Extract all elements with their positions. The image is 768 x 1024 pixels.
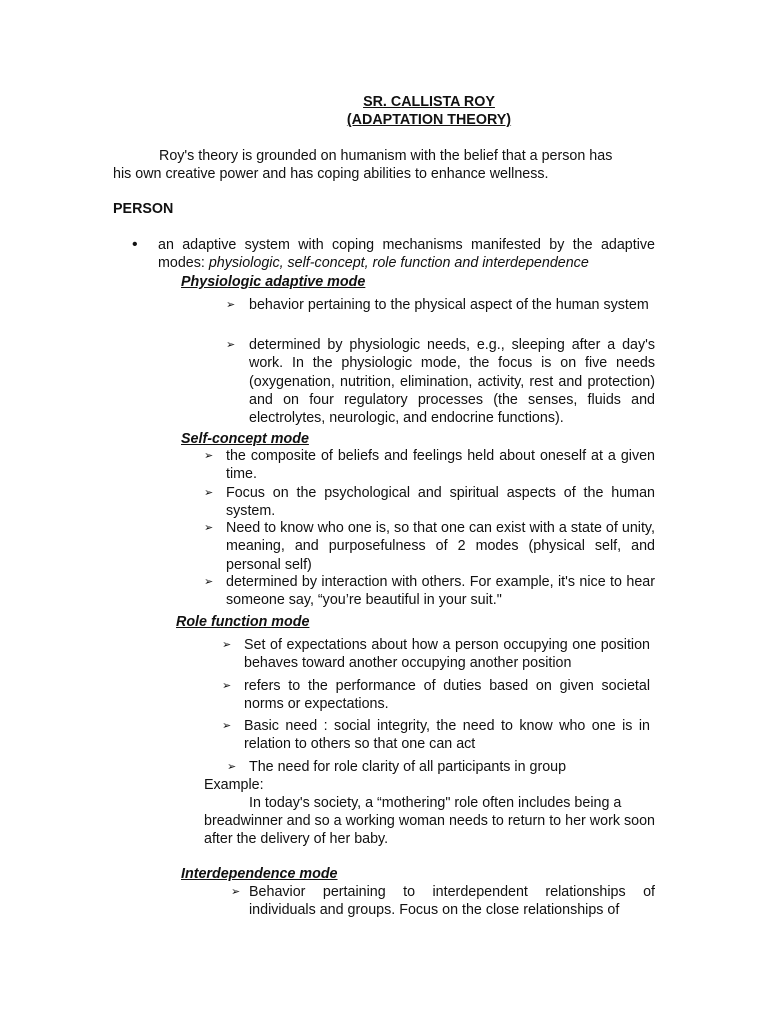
example-label: Example: (204, 777, 264, 793)
interdependence-mode-heading: Interdependence mode (181, 866, 338, 882)
physiologic-item: determined by physiologic needs, e.g., sleeping after a day's work. In the physiologic mode, the focus is on five needs (oxygenation, nutrition, elimination, activity, rest and protection) and on four regulatory processes (the senses, fluids and electrolytes, neurologic, and endocrine functions). (249, 337, 655, 427)
arrow-bullet-icon: ➢ (222, 720, 232, 732)
example-first-line: In today's society, a “mothering" role often includes being a (249, 795, 622, 811)
person-bullet-modes: physiologic, self-concept, role function and interdependence (208, 255, 589, 272)
physiologic-mode-heading: Physiologic adaptive mode (181, 274, 366, 290)
arrow-bullet-icon: ➢ (204, 450, 214, 462)
role-function-item: refers to the performance of duties based on given societal norms or expectations. (244, 678, 650, 713)
intro-first-line: Roy's theory is grounded on humanism with the belief that a person has (159, 148, 613, 164)
physiologic-item: behavior pertaining to the physical aspect of the human system (249, 297, 649, 313)
self-concept-item: the composite of beliefs and feelings held about oneself at a given time. (226, 448, 655, 483)
arrow-bullet-icon: ➢ (222, 639, 232, 651)
person-bullet-text: an adaptive system with coping mechanisms manifested by the adaptive modes: (158, 237, 655, 272)
bullet-dot-icon: • (132, 236, 138, 253)
arrow-bullet-icon: ➢ (222, 680, 232, 692)
arrow-bullet-icon: ➢ (226, 299, 236, 311)
arrow-bullet-icon: ➢ (204, 487, 214, 499)
document-title-line-2: (ADAPTATION THEORY) (346, 112, 512, 128)
example-rest: breadwinner and so a working woman needs to return to her work soon after the delivery of her baby. (204, 813, 655, 847)
self-concept-mode-heading: Self-concept mode (181, 431, 309, 447)
role-function-mode-heading: Role function mode (176, 614, 310, 630)
document-title-line-1: SR. CALLISTA ROY (363, 94, 495, 110)
self-concept-item: Need to know who one is, so that one can exist with a state of unity, meaning, and purposefulness of 2 modes (physical self, and personal self) (226, 520, 655, 573)
role-function-item: Set of expectations about how a person occupying one position behaves toward another occupying another position (244, 637, 650, 672)
arrow-bullet-icon: ➢ (227, 761, 237, 773)
self-concept-item: Focus on the psychological and spiritual aspects of the human system. (226, 485, 655, 520)
person-bullet (158, 236, 655, 273)
role-function-item: The need for role clarity of all participants in group (249, 759, 567, 775)
self-concept-item: determined by interaction with others. For example, it's nice to hear someone say, “you’re beautiful in your suit." (226, 574, 655, 609)
person-heading: PERSON (113, 201, 174, 217)
arrow-bullet-icon: ➢ (231, 886, 241, 898)
role-function-item: Basic need : social integrity, the need to know who one is in relation to others so that one can act (244, 718, 650, 753)
intro-second-line: his own creative power and has coping abilities to enhance wellness. (113, 166, 549, 182)
interdependence-item: Behavior pertaining to interdependent relationships of individuals and groups. Focus on the close relationships of (249, 884, 655, 919)
arrow-bullet-icon: ➢ (204, 522, 214, 534)
arrow-bullet-icon: ➢ (226, 339, 236, 351)
arrow-bullet-icon: ➢ (204, 576, 214, 588)
